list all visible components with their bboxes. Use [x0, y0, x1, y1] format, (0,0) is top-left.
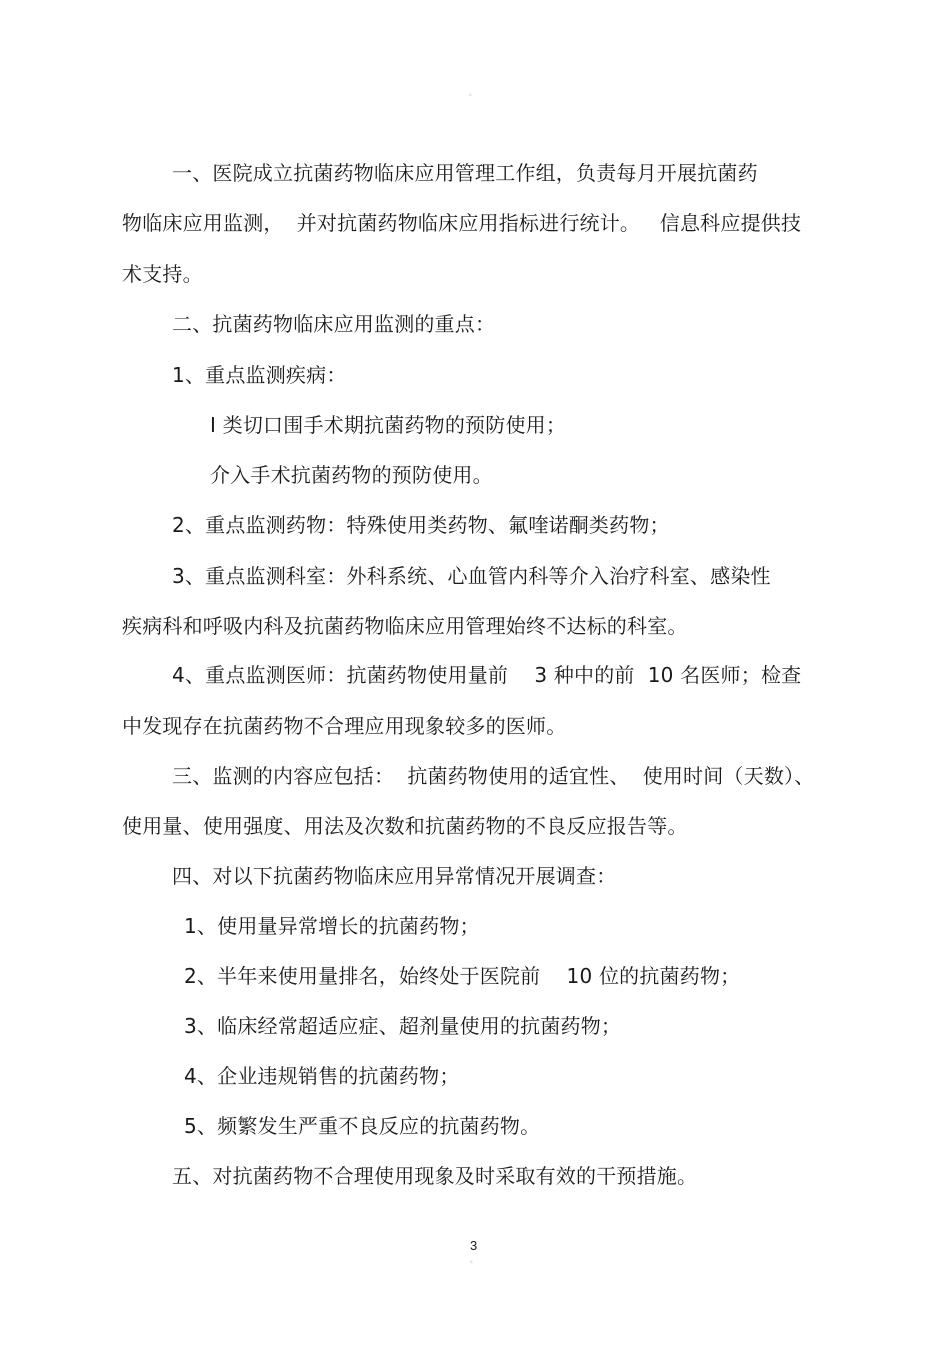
item-4-line-1: 4、重点监测医师：抗菌药物使用量前 3 种中的前 10 名医师；检查: [172, 663, 802, 687]
section-4-item-5: 5、频繁发生严重不良反应的抗菌药物。: [184, 1114, 541, 1138]
item-3-line-1: 3、重点监测科室：外科系统、心血管内科等介入治疗科室、感染性: [172, 564, 771, 588]
footer-mark: 。: [470, 1256, 477, 1264]
section-4-item-4: 4、企业违规销售的抗菌药物；: [184, 1064, 460, 1088]
section-3-line-2: 使用量、使用强度、用法及次数和抗菌药物的不良反应报告等。: [122, 814, 688, 838]
paragraph-1-line-2: 物临床应用监测， 并对抗菌药物临床应用指标进行统计。 信息科应提供技: [122, 211, 802, 235]
paragraph-1-line-1: 一、医院成立抗菌药物临床应用管理工作组，负责每月开展抗菌药: [172, 161, 758, 185]
item-1-heading: 1、重点监测疾病：: [172, 363, 347, 387]
item-3-line-2: 疾病科和呼吸内科及抗菌药物临床应用管理始终不达标的科室。: [122, 614, 688, 638]
item-4-line-2: 中发现存在抗菌药物不合理应用现象较多的医师。: [122, 714, 567, 738]
section-5: 五、对抗菌药物不合理使用现象及时采取有效的干预措施。: [172, 1164, 698, 1188]
section-3-line-1: 三、监测的内容应包括： 抗菌药物使用的适宜性、 使用时间（天数）、: [172, 764, 815, 788]
section-2-heading: 二、抗菌药物临床应用监测的重点：: [172, 312, 496, 336]
section-4-item-2: 2、半年来使用量排名，始终处于医院前 10 位的抗菌药物；: [184, 964, 741, 988]
item-1-sub-2: 介入手术抗菌药物的预防使用。: [210, 463, 493, 487]
section-4-heading: 四、对以下抗菌药物临床应用异常情况开展调查：: [172, 864, 617, 888]
section-4-item-1: 1、使用量异常增长的抗菌药物；: [184, 914, 480, 938]
item-2: 2、重点监测药物：特殊使用类药物、氟喹诺酮类药物；: [172, 513, 670, 537]
section-4-item-3: 3、临床经常超适应症、超剂量使用的抗菌药物；: [184, 1014, 622, 1038]
item-1-sub-1: I 类切口围手术期抗菌药物的预防使用；: [210, 413, 567, 437]
paragraph-1-line-3: 术支持。: [122, 262, 203, 286]
header-mark: 。: [469, 89, 476, 97]
page-number: 3: [470, 1238, 478, 1253]
